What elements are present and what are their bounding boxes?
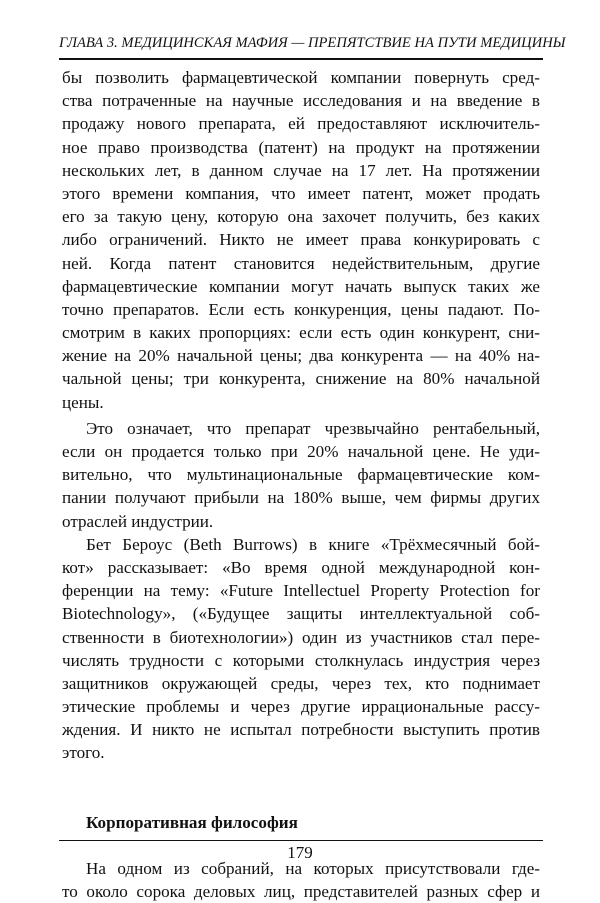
text-line: пании получают прибыли на 180% выше, чем фирмы других — [62, 488, 540, 508]
text-line: цены. — [62, 392, 104, 412]
header-rule — [59, 58, 543, 60]
text-line: ное право производства (патент) на продукт на протяжении — [62, 137, 540, 157]
section-heading: Корпоративная философия — [86, 812, 298, 832]
paragraph-1 — [62, 66, 540, 414]
text-line: если он продается только при 20% начальной цене. Не уди- — [62, 442, 540, 461]
text-line: Biotechnology», («Будущее защиты интеллектуальной соб- — [62, 604, 540, 624]
text-line: ференции на тему: «Future Intellectuel Property Protection for — [62, 581, 540, 601]
text-line: Это означает, что препарат чрезвычайно рентабельный, — [86, 418, 540, 438]
text-line: На одном из собраний, на которых присутствовали где- — [86, 858, 540, 878]
page-body — [62, 66, 540, 903]
text-line: его за такую цену, которую она захочет получить, без каких — [62, 207, 540, 227]
text-line: жение на 20% начальной цены; два конкурента — на 40% на- — [62, 346, 540, 366]
text-line: смотрим в каких пропорциях: если есть один конкурент, сни- — [62, 323, 540, 343]
text-line: ственности в биотехнологии») один из участников стал пере- — [62, 627, 540, 647]
section-gap — [62, 765, 540, 788]
text-line: этого. — [62, 743, 105, 763]
text-line: бы позволить фармацевтической компании повернуть сред- — [62, 68, 540, 87]
paragraph-4 — [62, 857, 540, 903]
paragraph-2 — [62, 417, 540, 533]
text-line: фармацевтические компании могут начать выпуск таких же — [62, 276, 540, 296]
page-number: 179 — [287, 843, 313, 862]
text-line: отраслей индустрии. — [62, 511, 214, 531]
text-line: продажу нового препарата, ей предоставляют исключитель- — [62, 114, 540, 134]
text-line: этические проблемы и через другие иррациональные рассу- — [62, 697, 540, 717]
text-line: Бет Бероус (Beth Burrows) в книге «Трёхмесячный бой- — [86, 534, 540, 554]
text-line: то около сорока деловых лиц, представителей разных сфер и — [62, 882, 540, 901]
text-line: кот» рассказывает: «Во время одной международной кон- — [62, 557, 540, 577]
text-line: числять трудности с которыми столкнулась индустрия через — [62, 650, 540, 670]
text-line: ждения. И никто не испытал потребности выступить против — [62, 720, 540, 740]
text-line: вительно, что мультинациональные фармацевтические ком- — [62, 465, 540, 485]
text-line: ства потраченные на научные исследования и на введение в — [62, 91, 540, 111]
text-line: чальной цены; три конкурента, снижение на 80% начальной — [62, 369, 540, 389]
footer-rule — [59, 840, 543, 841]
paragraph-3 — [62, 533, 540, 765]
text-line: либо ограничений. Никто не имеет права конкурировать с — [62, 230, 540, 250]
running-head: ГЛАВА 3. МЕДИЦИНСКАЯ МАФИЯ — ПРЕПЯТСТВИЕ НА ПУТИ МЕДИЦИНЫ — [59, 35, 566, 51]
text-line: этого времени компания, что имеет патент, может продать — [62, 183, 540, 203]
text-line: ней. Когда патент становится недействительным, другие — [62, 253, 540, 273]
section-gap — [62, 788, 540, 811]
text-line: точно препаратов. Если есть конкуренция, цены падают. По- — [62, 299, 540, 319]
text-line: нескольких лет, в данном случае на 17 лет. На протяжении — [62, 160, 540, 180]
text-line: защитников окружающей среды, через тех, кто поднимает — [62, 673, 540, 693]
